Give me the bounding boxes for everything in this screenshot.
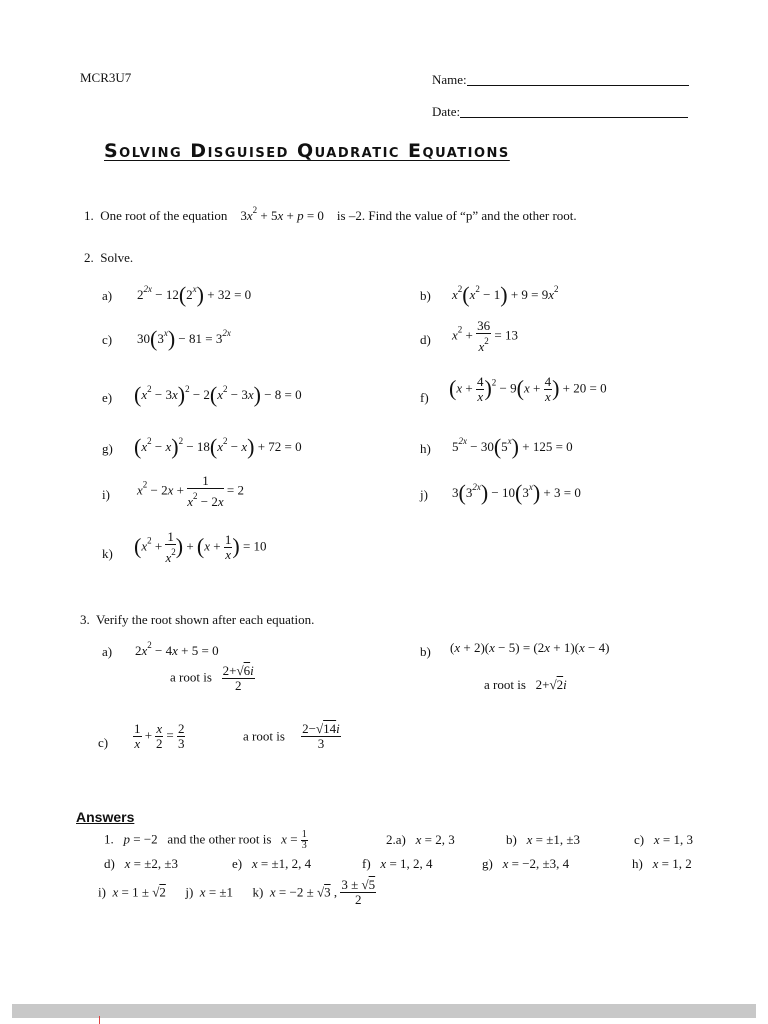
answers-heading: Answers xyxy=(76,809,135,825)
answers-row-3: i) x = 1 ± √2 j) x = ±1 k) x = −2 ± √3 , $\frac{3 \pm √5}{2}$ xyxy=(98,877,376,907)
part-label: c) xyxy=(102,332,113,347)
part-label: j) xyxy=(420,487,428,502)
margin-mark xyxy=(99,1016,100,1024)
root-3c: a root is $\frac{2-√14i}{3}$ xyxy=(243,721,340,751)
answer-number: 1. xyxy=(104,831,114,847)
equation-2a: $2^{2x} - 12(2^x) + 32 = 0$ xyxy=(137,282,252,307)
part-label: b) xyxy=(420,288,431,303)
name-label: Name: xyxy=(432,72,467,87)
equation-2j: $3(3^{2x}) - 10(3^x) + 3 = 0$ xyxy=(452,480,581,505)
equation-2i: $x^2 - 2x$ + $\frac{1}{x^2 - 2x}$ = 2 xyxy=(137,473,244,509)
date-label: Date: xyxy=(432,104,461,119)
root-label: a root is xyxy=(243,728,285,744)
equation-2f: (x + $\frac{4}{x}$ )$^2$ − 9(x + $\frac{4}{x}$ ) + 20 = 0 xyxy=(449,374,607,404)
part-label: h) xyxy=(420,441,431,456)
answer-2c: c) x = 1, 3 xyxy=(634,832,693,847)
part-label: i) xyxy=(102,487,110,502)
answer-2a: 2.a) x = 2, 3 xyxy=(386,832,455,847)
equation-2e: $(x^2 - 3x)^2 - 2(x^2 - 3x) - 8 = 0$ xyxy=(134,382,302,407)
question-3-heading xyxy=(80,612,314,628)
name-field[interactable] xyxy=(432,72,689,88)
equation-2d: $x^2$ + $\frac{36}{x^2}$ = 13 xyxy=(452,318,518,354)
answer-2h: h) x = 1, 2 xyxy=(632,856,692,871)
part-label: d) xyxy=(420,332,431,347)
question-2-heading xyxy=(84,250,133,266)
question-1-text-after: is –2. Find the value of “p” and the other root. xyxy=(336,208,577,223)
equation-3a: $2x^2 - 4x + 5 = 0$ xyxy=(135,640,219,658)
equation-2k: ($x^2$ + $\frac{1}{x^2}$ ) + (x + $\frac{1}{x}$ ) = 10 xyxy=(134,529,267,565)
question-1-equation: $3x^2 + 5x + p = 0$ xyxy=(240,205,324,223)
course-code: MCR3U7 xyxy=(80,70,132,85)
equation-2g: $(x^2 - x)^2 - 18(x^2 - x) + 72 = 0$ xyxy=(134,434,302,459)
answer-1-text: and the other root is xyxy=(167,831,272,847)
part-label: c) xyxy=(98,735,109,750)
root-label: a root is xyxy=(170,669,212,685)
question-1-text-before: One root of the equation xyxy=(100,208,228,223)
part-label: a) xyxy=(102,644,113,659)
equation-2h: $5^{2x} - 30(5^x) + 125 = 0$ xyxy=(452,434,573,459)
scan-edge-bar xyxy=(12,1004,756,1018)
root-3a: a root is $\frac{2+√6i}{2}$ xyxy=(170,663,254,693)
question-number: 1. xyxy=(84,208,94,223)
answers-row-1: 1. p = −2 and the other root is x = $\frac{1}{3}$ xyxy=(104,829,307,851)
root-label: a root is xyxy=(484,677,526,692)
equation-3c: $\frac{1}{x}$ + $\frac{x}{2}$ = $\frac{2}{3}$ xyxy=(134,721,185,751)
equation-3b: (x + 2)(x − 5) = (2x + 1)(x − 4) xyxy=(450,640,610,655)
root-3b: a root is 2+√2i xyxy=(484,677,567,692)
answer-2f: f) x = 1, 2, 4 xyxy=(362,856,433,871)
question-number: 2. xyxy=(84,250,94,265)
part-label: g) xyxy=(102,441,113,456)
answer-2b: b) x = ±1, ±3 xyxy=(506,832,580,847)
equation-2c: $30(3^x) - 81 = 3^{2x}$ xyxy=(137,326,231,351)
part-label: e) xyxy=(102,390,113,405)
answer-2e: e) x = ±1, 2, 4 xyxy=(232,856,312,871)
part-label: b) xyxy=(420,644,431,659)
equation-2b: $x^2(x^2 - 1) + 9 = 9x^2$ xyxy=(452,282,559,307)
page-title: Solving Disguised Quadratic Equations xyxy=(104,140,510,162)
part-label: f) xyxy=(420,390,429,405)
part-label: a) xyxy=(102,288,113,303)
part-label: k) xyxy=(102,546,113,561)
question-number: 3. xyxy=(80,612,90,627)
question-1 xyxy=(84,205,577,224)
question-2-label: Solve. xyxy=(100,250,134,265)
question-3-label: Verify the root shown after each equation. xyxy=(96,612,315,627)
answer-2d: d) x = ±2, ±3 xyxy=(104,856,178,871)
answer-2g: g) x = −2, ±3, 4 xyxy=(482,856,570,871)
date-field[interactable] xyxy=(432,104,688,120)
